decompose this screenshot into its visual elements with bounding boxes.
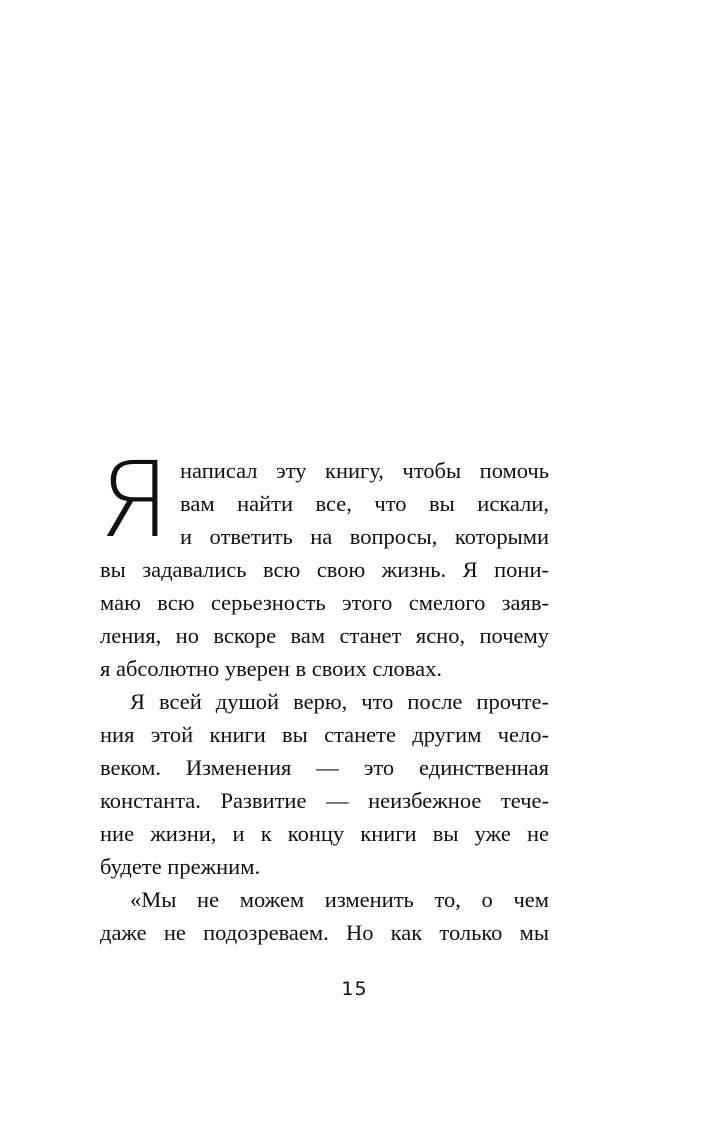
text-line: ния этой книги вы станете другим чело- (100, 722, 549, 747)
body-text (98, 439, 549, 949)
text-line: вам найти все, что вы искали, (180, 491, 549, 516)
paragraph-1-opening (98, 439, 549, 561)
page-number: 15 (341, 978, 368, 1000)
text-line: даже не подозреваем. Но как только мы (100, 920, 549, 945)
text-line: веком. Изменения — это единственная (100, 755, 549, 780)
drop-cap: Я (98, 439, 171, 561)
paragraph-3 (100, 883, 549, 949)
text-line: маю всю серьезность этого смелого заяв- (100, 590, 549, 615)
paragraph-2 (100, 685, 549, 883)
text-line: написал эту книгу, чтобы помочь (180, 458, 549, 483)
drop-cap-wrapped-lines (180, 454, 549, 553)
paragraph-1-rest (100, 553, 549, 685)
text-line: Я всей душой верю, что после прочте- (130, 689, 549, 714)
text-line: я абсолютно уверен в своих словах. (100, 656, 442, 681)
text-line: «Мы не можем изменить то, о чем (130, 887, 549, 912)
text-line: ления, но вскоре вам станет ясно, почему (100, 623, 549, 648)
text-line: будете прежним. (100, 854, 261, 879)
text-line: константа. Развитие — неизбежное тече- (100, 788, 549, 813)
text-line: ние жизни, и к концу книги вы уже не (100, 821, 549, 846)
text-line: и ответить на вопросы, которыми (180, 524, 549, 549)
text-line: вы задавались всю свою жизнь. Я пони- (100, 557, 549, 582)
